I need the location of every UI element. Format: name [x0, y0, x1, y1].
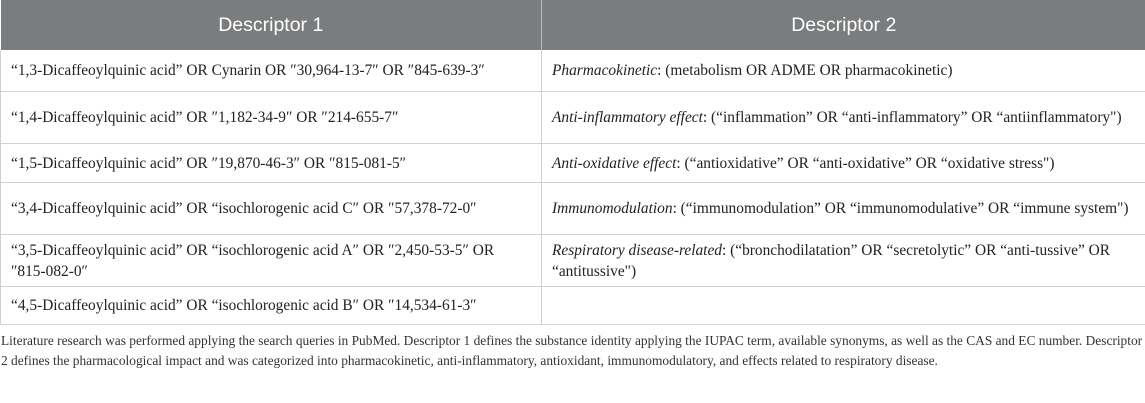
descriptor-1-cell: “3,4-Dicaffeoylquinic acid” OR “isochlorogenic acid C″ OR ″57,378-72-0″	[1, 183, 542, 235]
header-descriptor-1: Descriptor 1	[1, 0, 542, 50]
search-terms: : (“inflammation” OR “anti-inflammatory” OR “antiinflammatory")	[702, 109, 1122, 126]
table-row	[1, 287, 1145, 325]
descriptor-2-cell	[542, 287, 1145, 325]
category-label: Anti-inflammatory effect	[552, 109, 703, 126]
category-label: Anti-oxidative effect	[552, 154, 677, 172]
table-footnote: Literature research was performed applying the search queries in PubMed. Descriptor 1 defines the substance identity applying the IUPAC term, available synonyms, as well as the CAS and EC number. Descriptor 2 defines the pharmacological impact and was categorized into pharmacokinetic, anti-inflammatory, antioxidant, immunomodulatory, and effects related to respiratory disease.	[1, 333, 1143, 368]
search-terms: : (metabolism OR ADME OR pharmacokinetic)	[657, 62, 953, 79]
search-terms: : (“bronchodilatation” OR “secretolytic” OR “anti-tussive” OR “antitussive")	[552, 241, 1111, 280]
table-row	[1, 144, 1145, 183]
descriptor-2-cell	[542, 183, 1145, 235]
descriptor-1-cell: “4,5-Dicaffeoylquinic acid” OR “isochlorogenic acid B″ OR ″14,534-61-3″	[1, 287, 542, 325]
header-descriptor-2: Descriptor 2	[542, 0, 1145, 50]
search-terms: : (“immunomodulation” OR “immunomodulative” OR “immune system")	[672, 200, 1129, 217]
table-header-row	[1, 0, 1145, 50]
table-row	[1, 235, 1145, 287]
descriptor-1-cell: “3,5-Dicaffeoylquinic acid” OR “isochlorogenic acid A″ OR ″2,450-53-5″ OR ″815-082-0″	[1, 235, 542, 287]
category-label: Respiratory disease-related	[552, 241, 722, 259]
descriptor-1-cell: “1,3-Dicaffeoylquinic acid” OR Cynarin OR ″30,964-13-7″ OR ″845-639-3″	[1, 50, 542, 92]
table-row	[1, 183, 1145, 235]
descriptor-2-cell	[542, 144, 1145, 183]
descriptor-2-cell	[542, 50, 1145, 92]
descriptor-2-cell	[542, 235, 1145, 287]
descriptor-1-cell: “1,4-Dicaffeoylquinic acid” OR ″1,182-34-9″ OR ″214-655-7″	[1, 92, 542, 144]
table-row	[1, 92, 1145, 144]
descriptor-2-cell	[542, 92, 1145, 144]
descriptor-1-cell: “1,5-Dicaffeoylquinic acid” OR ″19,870-46-3″ OR ″815-081-5″	[1, 144, 542, 183]
category-label: Pharmacokinetic	[552, 62, 658, 79]
table-row	[1, 50, 1145, 92]
category-label: Immunomodulation	[552, 200, 673, 217]
search-terms: : (“antioxidative” OR “anti-oxidative” OR “oxidative stress")	[676, 154, 1055, 172]
